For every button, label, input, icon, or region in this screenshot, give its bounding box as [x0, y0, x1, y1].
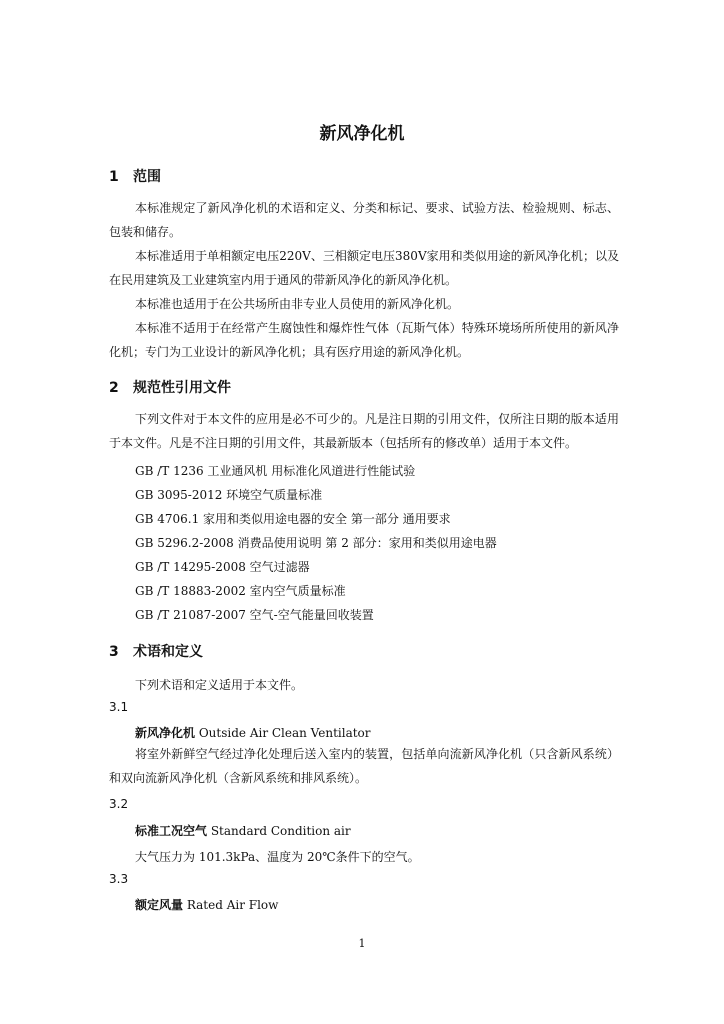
- section-title: 范围: [133, 169, 161, 185]
- reference-item: GB /T 21087-2007 空气-空气能量回收装置: [135, 608, 374, 622]
- page-number: 1: [358, 937, 366, 950]
- term-cn: 标准工况空气: [135, 824, 208, 838]
- term-en: Outside Air Clean Ventilator: [195, 726, 371, 740]
- paragraph: 本标准规定了新风净化机的术语和定义、分类和标记、要求、试验方法、检验规则、标志、包装和储存。: [109, 201, 619, 239]
- paragraph: 本标准适用于单相额定电压220V、三相额定电压380V家用和类似用途的新风净化机；以及在民用建筑及工业建筑室内用于通风的带新风净化的新风净化机。: [109, 249, 619, 287]
- subsection-number: 3.1: [109, 700, 129, 714]
- section-3-heading: [109, 641, 203, 661]
- term-en: Standard Condition air: [207, 824, 351, 838]
- reference-item: GB 3095-2012 环境空气质量标准: [135, 488, 323, 502]
- reference-item: GB 4706.1 家用和类似用途电器的安全 第一部分 通用要求: [135, 512, 451, 526]
- reference-item: GB /T 1236 工业通风机 用标准化风道进行性能试验: [135, 464, 416, 478]
- document-title: 新风净化机: [319, 124, 405, 144]
- section-title: 术语和定义: [133, 644, 203, 660]
- section-1-heading: [109, 166, 161, 186]
- term-cn: 新风净化机: [135, 726, 196, 740]
- term-heading: [135, 896, 278, 913]
- term-heading: [135, 724, 371, 741]
- section-number: 2: [109, 380, 119, 396]
- paragraph: 本标准也适用于在公共场所由非专业人员使用的新风净化机。: [135, 297, 460, 311]
- term-definition: 将室外新鲜空气经过净化处理后送入室内的装置，包括单向流新风净化机（只含新风系统）和双向流新风净化机（含新风系统和排风系统）。: [109, 747, 619, 785]
- section-2-heading: [109, 377, 231, 397]
- subsection-number: 3.2: [109, 797, 129, 811]
- term-heading: [135, 822, 351, 839]
- section-number: 3: [109, 644, 119, 660]
- paragraph: 下列术语和定义适用于本文件。: [135, 678, 304, 692]
- subsection-number: 3.3: [109, 872, 129, 886]
- term-definition: 大气压力为 101.3kPa、温度为 20℃条件下的空气。: [135, 850, 420, 864]
- reference-item: GB 5296.2-2008 消费品使用说明 第 2 部分：家用和类似用途电器: [135, 536, 497, 550]
- term-en: Rated Air Flow: [183, 898, 279, 912]
- reference-item: GB /T 18883-2002 室内空气质量标准: [135, 584, 346, 598]
- reference-item: GB /T 14295-2008 空气过滤器: [135, 560, 310, 574]
- paragraph: 本标准不适用于在经常产生腐蚀性和爆炸性气体（瓦斯气体）特殊环境场所所使用的新风净化机；专门为工业设计的新风净化机；具有医疗用途的新风净化机。: [109, 321, 619, 359]
- paragraph: 下列文件对于本文件的应用是必不可少的。凡是注日期的引用文件，仅所注日期的版本适用于本文件。凡是不注日期的引用文件，其最新版本（包括所有的修改单）适用于本文件。: [109, 412, 619, 450]
- term-cn: 额定风量: [135, 898, 184, 912]
- section-title: 规范性引用文件: [133, 380, 231, 396]
- section-number: 1: [109, 169, 119, 185]
